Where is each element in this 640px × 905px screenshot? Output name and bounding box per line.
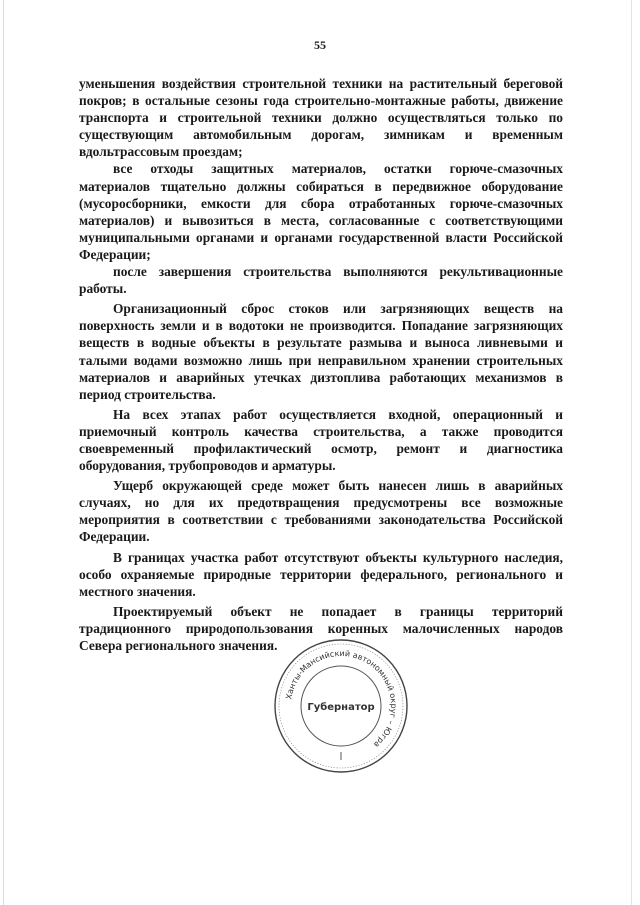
seal-graphic xyxy=(271,636,411,776)
scan-edge-right xyxy=(631,0,632,905)
governor-seal xyxy=(271,636,411,776)
seal-ring-text: Ханты-Мансийский автономный округ – Югра xyxy=(284,648,399,750)
paragraph-4: Организационный сброс стоков или загрязняющих веществ на поверхность земли и в водотоки не производится. Попадание загрязняющих веществ в водные объекты в результате размыва и выноса ливневыми и талыми водами возможно лишь при неправильном хранении строительных материалов и аварийных утечках дизтоплива работающих механизмов в период строительства. xyxy=(79,301,563,402)
paragraph-3: после завершения строительства выполняются рекультивационные работы. xyxy=(79,264,563,297)
page-number: 55 xyxy=(314,38,326,52)
document-body xyxy=(79,75,563,654)
paragraph-1: уменьшения воздействия строительной техники на растительный береговой покров; в остальные сезоны года строительно-монтажные работы, движение транспорта и строительной техники должно осуществляться только по существующим автомобильным дорогам, зимникам и временным вдольтрассовым проездам; xyxy=(79,76,563,160)
paragraph-8: Проектируемый объект не попадает в границы территорий традиционного природопользования коренных малочисленных народов Севера регионального значения. xyxy=(79,603,563,653)
paragraph-7: В границах участка работ отсутствуют объекты культурного наследия, особо охраняемые природные территории федерального, регионального и местного значения. xyxy=(79,549,563,599)
paragraph-6: Ущерб окружающей среде может быть нанесен лишь в аварийных случаях, но для их предотвращения предусмотрены все возможные мероприятия в соответствии с требованиями законодательства Российской Федерации. xyxy=(79,478,563,545)
seal-center-text: Губернатор xyxy=(307,702,375,713)
paragraph-2: все отходы защитных материалов, остатки горюче-смазочных материалов тщательно должны собираться в передвижное оборудование (мусоросборники, емкости для сбора отработанных горюче-смазочных материалов) и вывозиться в места, согласованные с соответствующими муниципальными органами и органами государственной власти Российской Федерации; xyxy=(79,161,563,262)
paragraph-5: На всех этапах работ осуществляется входной, операционный и приемочный контроль качества строительства, а также проводится своевременный профилактический осмотр, ремонт и диагностика оборудования, трубопроводов и арматуры. xyxy=(79,406,563,474)
scan-edge-left xyxy=(3,0,4,905)
